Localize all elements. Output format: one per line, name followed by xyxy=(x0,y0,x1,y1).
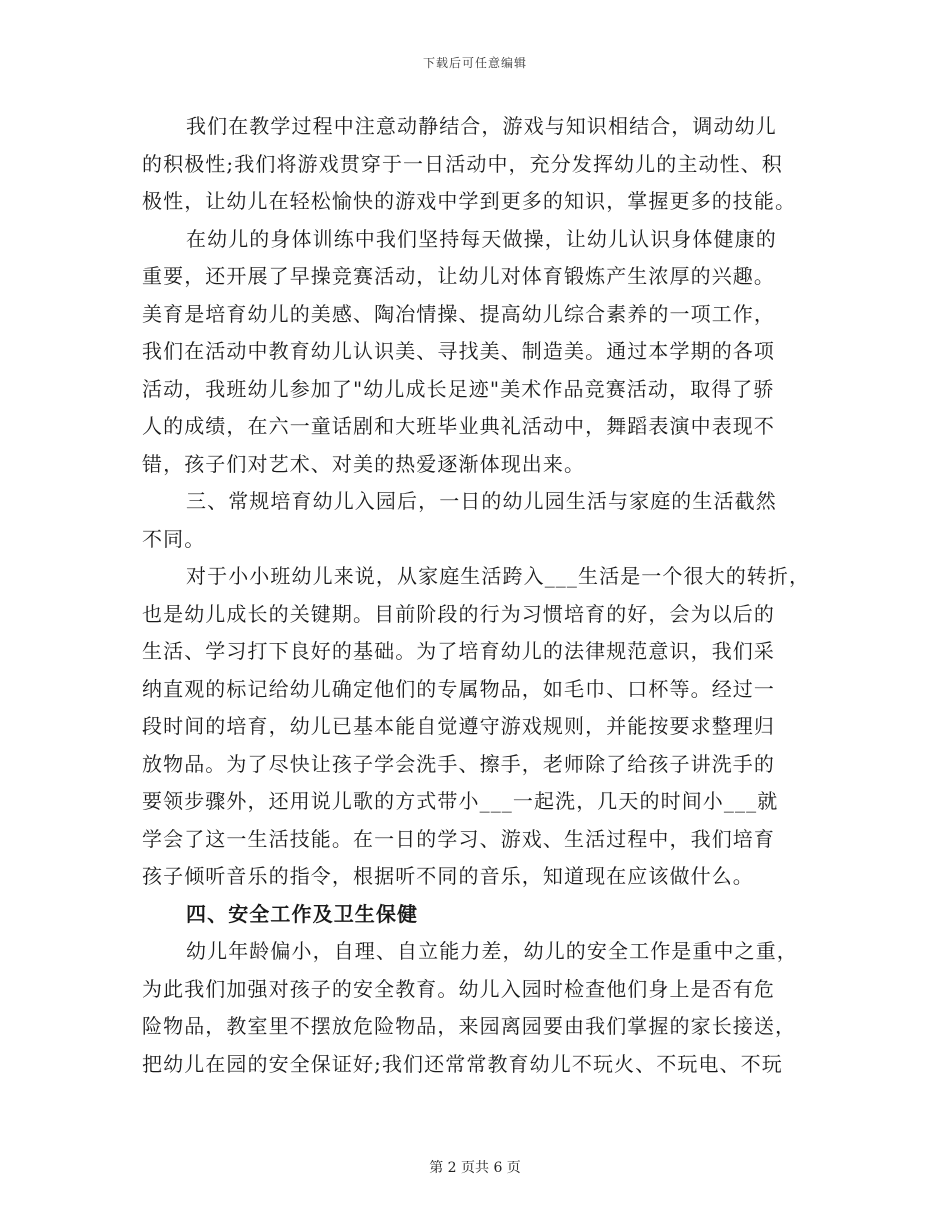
text-line: 放物品。为了尽快让孩子学会洗手、擦手，老师除了给孩子讲洗手的 xyxy=(142,751,775,776)
body-text xyxy=(142,108,810,1083)
text-line: 对于小小班幼儿来说，从家庭生活跨入___生活是一个很大的转折， xyxy=(186,564,810,588)
text-line: 人的成绩，在六一童话剧和大班毕业典礼活动中，舞蹈表演中表现不 xyxy=(142,414,775,438)
page-header: 下载后可任意编辑 xyxy=(422,56,527,70)
text-line: 重要，还开展了早操竞赛活动，让幼儿对体育锻炼产生浓厚的兴趣。 xyxy=(142,264,775,288)
text-line: 把幼儿在园的安全保证好;我们还常常教育幼儿不玩火、不玩电、不玩 xyxy=(142,1051,783,1076)
text-line: 活动，我班幼儿参加了"幼儿成长足迹"美术作品竞赛活动，取得了骄 xyxy=(142,376,775,401)
text-line: 孩子倾听音乐的指令，根据听不同的音乐，知道现在应该做什么。 xyxy=(142,864,754,888)
page-footer: 第 2 页共 6 页 xyxy=(429,1160,521,1176)
text-line: 要领步骤外，还用说儿歌的方式带小___一起洗，几天的时间小___就 xyxy=(142,789,779,813)
text-line: 为此我们加强对孩子的安全教育。幼儿入园时检查他们身上是否有危 xyxy=(142,976,775,1001)
text-line: 生活、学习打下良好的基础。为了培育幼儿的法律规范意识，我们采 xyxy=(142,639,775,663)
text-line: 美育是培育幼儿的美感、陶冶情操、提高幼儿综合素养的一项工作， xyxy=(142,301,775,326)
text-line: 也是幼儿成长的关键期。目前阶段的行为习惯培育的好，会为以后的 xyxy=(142,601,775,626)
text-line: 学会了这一生活技能。在一日的学习、游戏、生活过程中，我们培育 xyxy=(142,826,775,851)
text-line: 我们在活动中教育幼儿认识美、寻找美、制造美。通过本学期的各项 xyxy=(142,339,775,363)
text-line: 我们在教学过程中注意动静结合，游戏与知识相结合，调动幼儿 xyxy=(186,114,777,138)
text-line: 段时间的培育，幼儿已基本能自觉遵守游戏规则，并能按要求整理归 xyxy=(142,714,775,738)
text-line: 三、常规培育幼儿入园后，一日的幼儿园生活与家庭的生活截然 xyxy=(186,489,777,513)
text-line: 错，孩子们对艺术、对美的热爱逐渐体现出来。 xyxy=(142,451,586,476)
text-line: 不同。 xyxy=(142,526,206,551)
text-line: 在幼儿的身体训练中我们坚持每天做操，让幼儿认识身体健康的 xyxy=(186,226,777,251)
section-heading: 四、安全工作及卫生保健 xyxy=(186,901,419,926)
text-line: 险物品，教室里不摆放危险物品，来园离园要由我们掌握的家长接送， xyxy=(142,1014,797,1038)
text-line: 极性，让幼儿在轻松愉快的游戏中学到更多的知识，掌握更多的技能。 xyxy=(142,189,797,213)
text-line: 幼儿年龄偏小，自理、自立能力差，幼儿的安全工作是重中之重， xyxy=(186,939,798,963)
text-line: 纳直观的标记给幼儿确定他们的专属物品，如毛巾、口杯等。经过一 xyxy=(142,676,775,701)
text-line: 的积极性;我们将游戏贯穿于一日活动中，充分发挥幼儿的主动性、积 xyxy=(142,151,783,176)
